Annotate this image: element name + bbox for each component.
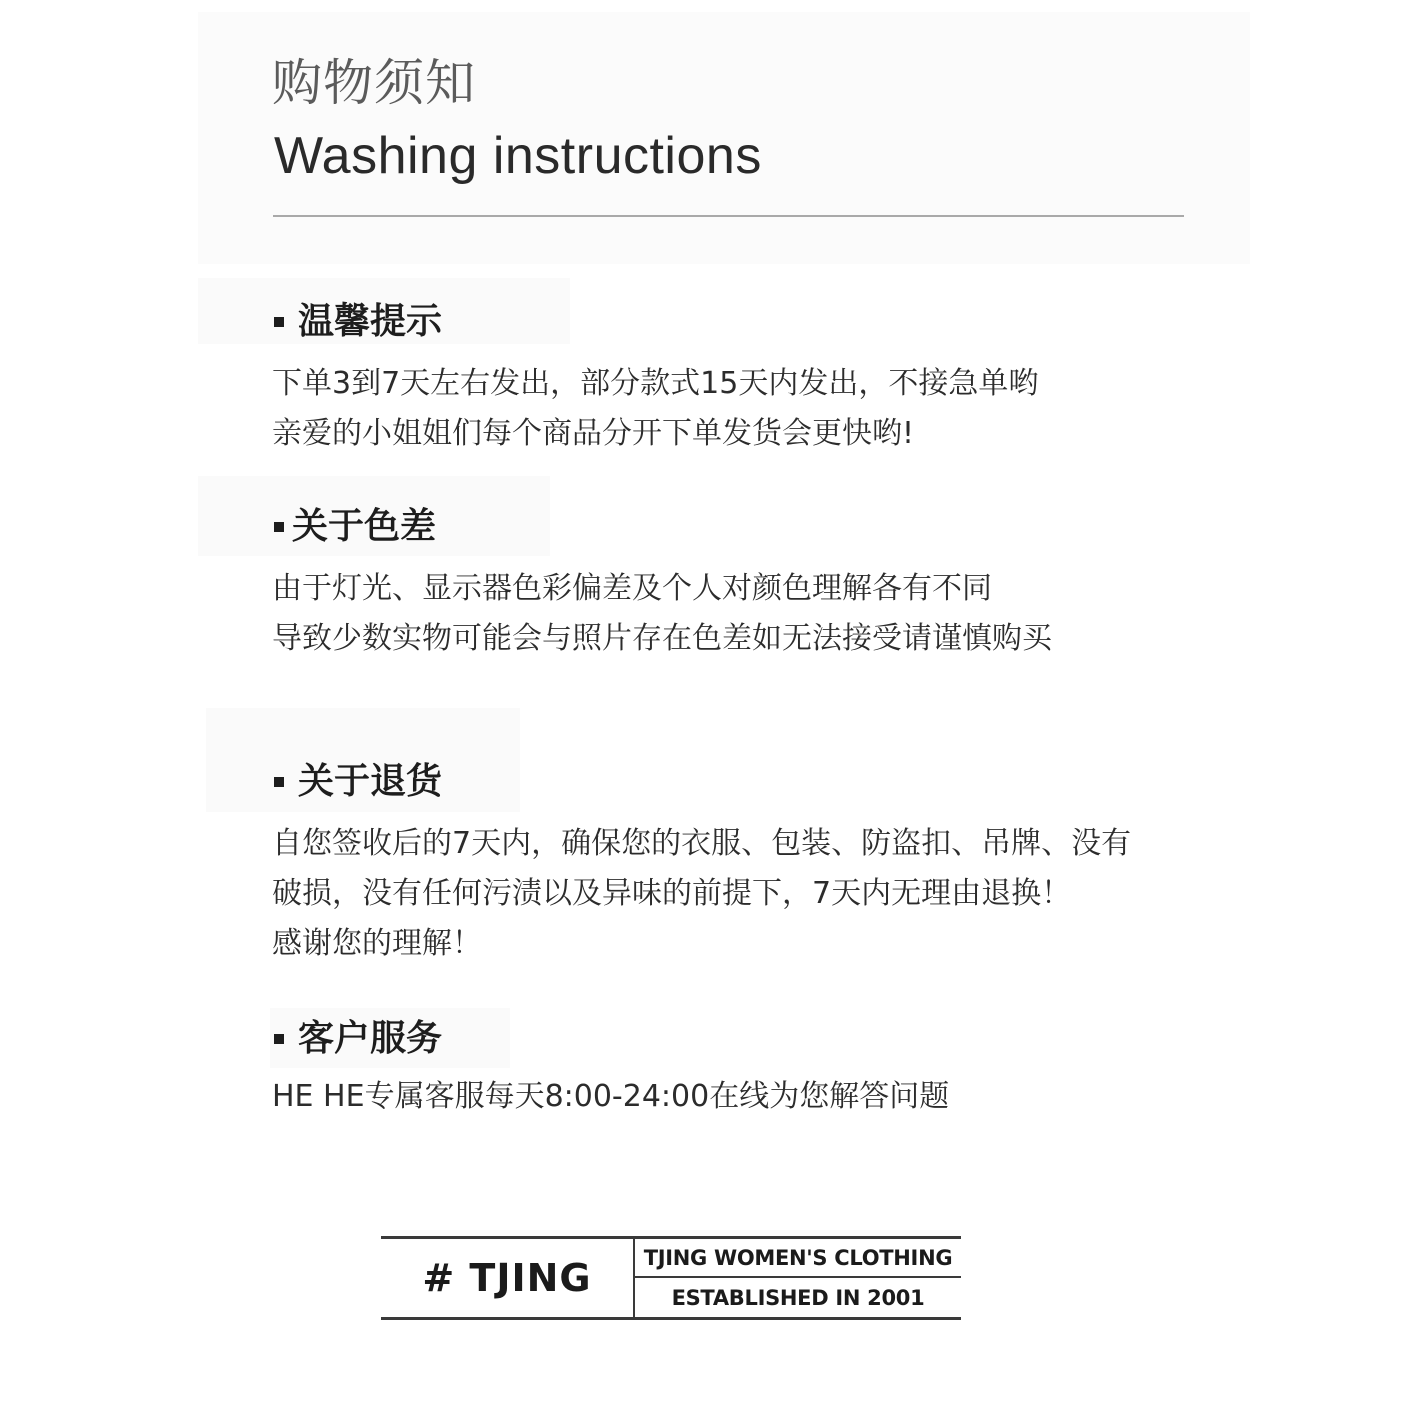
paragraph-line: 破损，没有任何污渍以及异味的前提下，7天内无理由退换！ (272, 876, 1072, 911)
section-heading-text: 关于色差 (292, 506, 437, 547)
paragraph-line: 导致少数实物可能会与照片存在色差如无法接受请谨慎购买 (272, 621, 1052, 656)
section-paragraph (272, 819, 1131, 969)
section-paragraph (272, 564, 1052, 664)
bullet-square-icon (274, 1034, 284, 1044)
bullet-square-icon (274, 777, 284, 787)
paragraph-line: 感谢您的理解！ (272, 926, 482, 961)
brand-established: ESTABLISHED IN 2001 (671, 1285, 925, 1310)
section-paragraph (272, 1072, 949, 1122)
section-heading (274, 301, 443, 342)
paragraph-line: 下单3到7天左右发出，部分款式15天内发出，不接急单哟 (272, 366, 1039, 401)
page-title-cn: 购物须知 (272, 54, 476, 112)
section-heading (274, 1018, 443, 1059)
page-title-en: Washing instructions (274, 127, 762, 185)
bullet-square-icon (274, 317, 284, 327)
paragraph-line: 由于灯光、显示器色彩偏差及个人对颜色理解各有不同 (272, 571, 992, 606)
section-heading (274, 506, 437, 547)
brand-name: # TJING (422, 1256, 592, 1300)
brand-tagline: TJING WOMEN'S CLOTHING (643, 1245, 953, 1270)
section-heading-text: 客户服务 (298, 1018, 443, 1059)
section-heading (274, 761, 443, 802)
paragraph-line: 自您签收后的7天内，确保您的衣服、包装、防盗扣、吊牌、没有 (272, 826, 1132, 861)
section-heading-text: 关于退货 (298, 761, 443, 802)
section-heading-text: 温馨提示 (298, 301, 443, 342)
paragraph-line: HE HE专属客服每天8:00-24:00在线为您解答问题 (272, 1079, 950, 1114)
section-paragraph (272, 359, 1038, 459)
title-divider (273, 215, 1184, 217)
brand-logo (381, 1236, 961, 1320)
paragraph-line: 亲爱的小姐姐们每个商品分开下单发货会更快哟! (272, 416, 915, 451)
bullet-square-icon (274, 522, 284, 532)
